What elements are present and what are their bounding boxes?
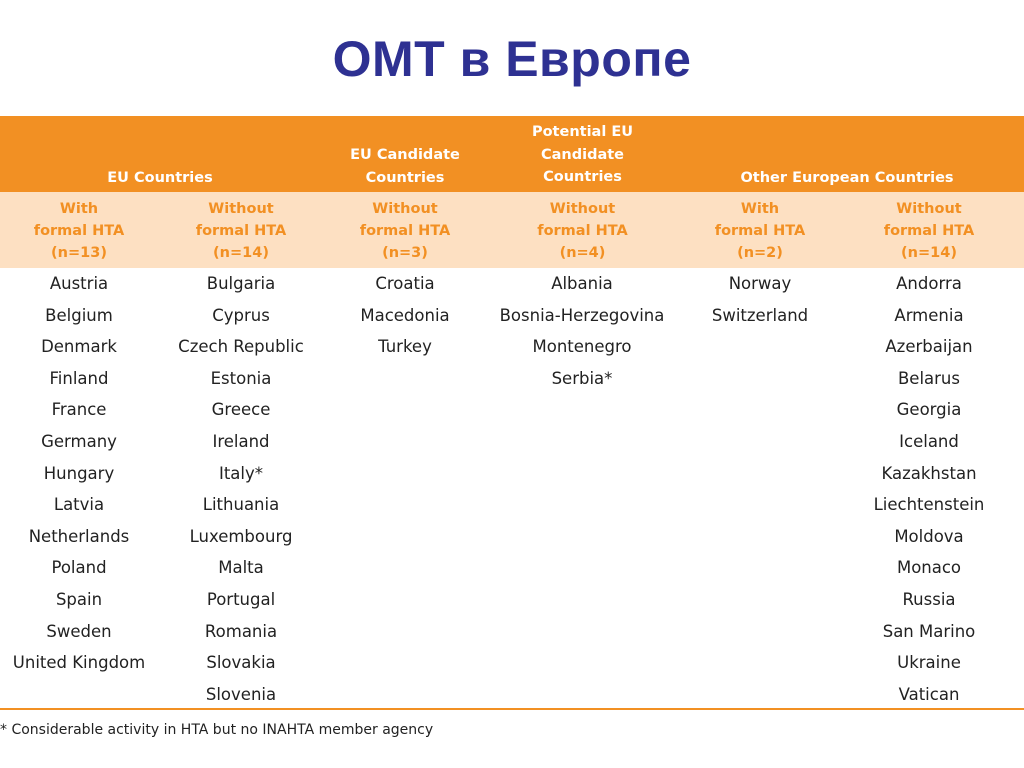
country-cell: Czech Republic (178, 337, 304, 357)
country-cell: Albania (551, 274, 613, 293)
column-potential-without-hta (497, 268, 667, 394)
column-candidate-without-hta (325, 268, 485, 363)
country-cell: Poland (51, 558, 107, 578)
subheader-potential-without-hta: Without formal HTA (n=4) (537, 201, 628, 261)
column-other-without-hta (849, 268, 1009, 710)
country-cell: Kazakhstan (881, 463, 977, 483)
subheader-other-with-hta: With formal HTA (n=2) (714, 201, 806, 261)
country-cell: Spain (55, 589, 103, 609)
header-eu-countries: EU Countries (107, 170, 213, 186)
country-cell: Slovenia (205, 684, 277, 704)
country-cell: Iceland (899, 431, 959, 451)
column-other-with-hta (680, 268, 840, 331)
table-bottom-rule (0, 708, 1024, 710)
country-cell: Bosnia-Herzegovina (499, 305, 665, 325)
country-cell: Macedonia (360, 305, 450, 325)
country-cell: Italy* (218, 463, 264, 483)
header-potential-candidate: Potential EU Candidate Countries (531, 124, 634, 185)
country-cell: Switzerland (711, 305, 809, 325)
country-cell: Austria (49, 274, 109, 293)
country-cell: Hungary (43, 463, 115, 483)
subheader-other-without-hta: Without formal HTA (n=14) (883, 201, 975, 261)
country-cell: Lithuania (202, 495, 280, 515)
country-cell: Netherlands (28, 526, 130, 546)
country-cell: Monaco (896, 558, 962, 578)
country-cell: Bulgaria (206, 274, 276, 293)
country-cell: Portugal (206, 589, 276, 609)
country-cell: Georgia (896, 400, 962, 420)
country-cell: Vatican (898, 684, 960, 704)
country-cell: Greece (211, 400, 271, 420)
country-cell: Finland (49, 368, 109, 388)
column-eu-without-hta (162, 268, 320, 710)
country-cell: Ireland (212, 431, 270, 451)
country-cell: Estonia (210, 368, 272, 388)
subheader-eu-with-hta: With formal HTA (n=13) (33, 201, 125, 261)
country-cell: Malta (218, 558, 264, 578)
country-cell: Armenia (894, 305, 964, 325)
country-cell: Ukraine (897, 653, 961, 673)
country-cell: Belgium (45, 305, 113, 325)
country-cell: Slovakia (206, 653, 276, 673)
country-cell: United Kingdom (12, 653, 146, 673)
country-cell: Norway (728, 274, 792, 293)
country-cell: Russia (902, 589, 956, 609)
country-cell: Andorra (896, 274, 962, 293)
country-cell: Turkey (378, 337, 432, 357)
country-cell: Liechtenstein (873, 495, 985, 515)
country-cell: Romania (204, 621, 278, 641)
country-cell: Luxembourg (189, 526, 293, 546)
country-cell: Sweden (46, 621, 112, 641)
country-cell: San Marino (882, 621, 976, 641)
country-cell: Serbia* (551, 368, 613, 388)
country-cell: Montenegro (532, 337, 632, 357)
subheader-candidate-without-hta: Without formal HTA (n=3) (359, 201, 451, 261)
subheader-eu-without-hta: Without formal HTA (n=14) (195, 201, 287, 261)
page-title: ОМТ в Европе (332, 31, 692, 87)
country-cell: Azerbaijan (885, 337, 973, 357)
footnote: * Considerable activity in HTA but no INAHTA member agency (0, 722, 434, 738)
country-cell: Latvia (53, 495, 105, 515)
country-cell: Belarus (897, 368, 960, 388)
country-cell: Moldova (894, 526, 964, 546)
country-cell: Cyprus (212, 305, 270, 325)
country-cell: Croatia (375, 274, 435, 293)
country-cell: Germany (41, 431, 117, 451)
country-cell: Denmark (41, 337, 117, 357)
header-eu-candidate: EU Candidate Countries (350, 147, 460, 186)
country-cell: France (51, 400, 107, 420)
header-other-european: Other European Countries (740, 170, 954, 186)
column-eu-with-hta (0, 268, 158, 679)
